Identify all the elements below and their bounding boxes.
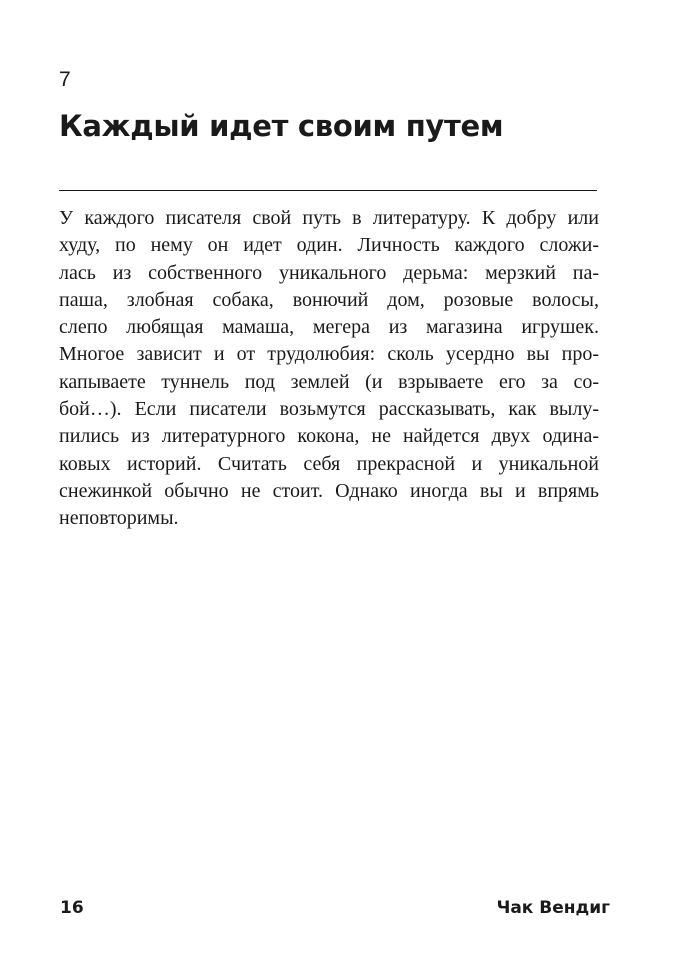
running-footer-author: Чак Вендиг xyxy=(496,898,610,918)
page-number: 16 xyxy=(60,898,84,918)
body-line: капываете туннель под землей (и взрываете его за со- xyxy=(59,370,599,393)
body-paragraph xyxy=(59,205,599,533)
body-line: пились из литературного кокона, не найдется двух одина- xyxy=(59,425,599,448)
body-line: снежинкой обычно не стоит. Однако иногда вы и впрямь xyxy=(59,479,599,502)
chapter-number: 7 xyxy=(59,68,71,91)
title-divider xyxy=(59,190,597,191)
body-line: неповторимы. xyxy=(59,507,179,530)
body-line: лась из собственного уникального дерьма: мерзкий па- xyxy=(59,261,599,284)
body-line: бой…). Если писатели возьмутся рассказывать, как вылу- xyxy=(59,398,599,421)
chapter-title: Каждый идет своим путем xyxy=(59,109,504,143)
body-line: ковых историй. Считать себя прекрасной и уникальной xyxy=(59,452,599,475)
body-line: худу, по нему он идет один. Личность каждого сложи- xyxy=(59,234,599,257)
body-line: слепо любящая мамаша, мегера из магазина игрушек. xyxy=(59,316,599,339)
body-line: Многое зависит и от трудолюбия: сколь усердно вы про- xyxy=(59,343,599,366)
body-line: паша, злобная собака, вонючий дом, розовые волосы, xyxy=(59,288,599,311)
body-line: У каждого писателя свой путь в литературу. К добру или xyxy=(59,207,599,229)
